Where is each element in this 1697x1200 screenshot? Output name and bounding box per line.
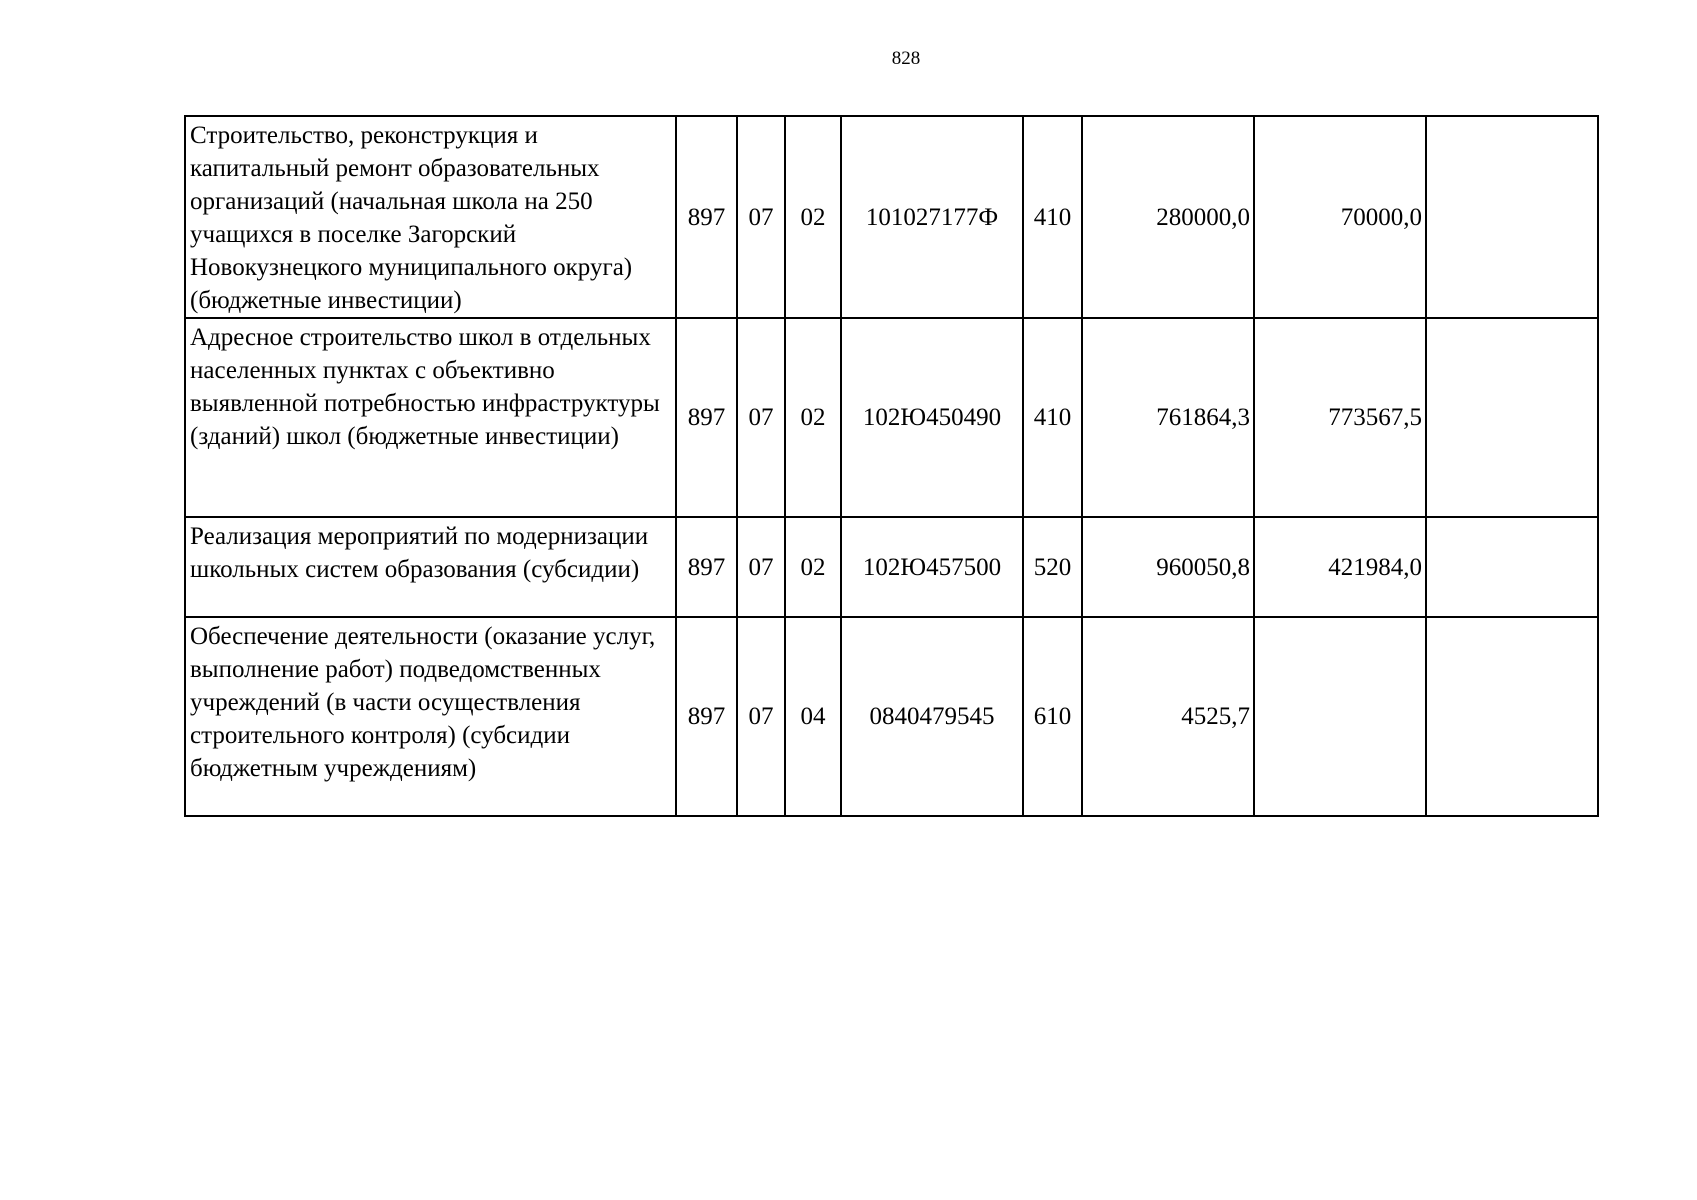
target-article-cell: 0840479545 [841, 617, 1023, 816]
description-cell: Обеспечение деятельности (оказание услуг, выполнение работ) подведомственных учреждений (в части осуществления строительного контроля) (субсидии бюджетным учреждениям) [185, 617, 676, 816]
page-number: 828 [891, 48, 921, 69]
table-row [185, 318, 1598, 517]
ministry-code-cell: 897 [676, 617, 737, 816]
table-row [185, 517, 1598, 617]
amount-3-cell [1426, 318, 1598, 517]
ministry-code-cell: 897 [676, 517, 737, 617]
description-cell: Реализация мероприятий по модернизации школьных систем образования (субсидии) [185, 517, 676, 617]
table-row [185, 116, 1598, 318]
amount-3-cell [1426, 517, 1598, 617]
expense-type-cell: 520 [1023, 517, 1082, 617]
section-code-cell: 07 [737, 617, 785, 816]
expense-type-cell: 610 [1023, 617, 1082, 816]
section-code-cell: 07 [737, 116, 785, 318]
description-cell: Строительство, реконструкция и капитальный ремонт образовательных организаций (начальная школа на 250 учащихся в поселке Загорский Новокузнецкого муниципального округа) (бюджетные инвестиции) [185, 116, 676, 318]
amount-2-cell: 421984,0 [1254, 517, 1426, 617]
target-article-cell: 102Ю457500 [841, 517, 1023, 617]
amount-1-cell: 960050,8 [1082, 517, 1254, 617]
budget-table [184, 115, 1599, 817]
amount-1-cell: 761864,3 [1082, 318, 1254, 517]
description-cell: Адресное строительство школ в отдельных населенных пунктах с объективно выявленной потребностью инфраструктуры (зданий) школ (бюджетные инвестиции) [185, 318, 676, 517]
table-row [185, 617, 1598, 816]
amount-2-cell [1254, 617, 1426, 816]
amount-2-cell: 773567,5 [1254, 318, 1426, 517]
amount-1-cell: 280000,0 [1082, 116, 1254, 318]
ministry-code-cell: 897 [676, 116, 737, 318]
section-code-cell: 07 [737, 517, 785, 617]
target-article-cell: 101027177Ф [841, 116, 1023, 318]
amount-2-cell: 70000,0 [1254, 116, 1426, 318]
amount-3-cell [1426, 116, 1598, 318]
expense-type-cell: 410 [1023, 318, 1082, 517]
ministry-code-cell: 897 [676, 318, 737, 517]
subsection-code-cell: 04 [785, 617, 841, 816]
expense-type-cell: 410 [1023, 116, 1082, 318]
subsection-code-cell: 02 [785, 517, 841, 617]
amount-1-cell: 4525,7 [1082, 617, 1254, 816]
subsection-code-cell: 02 [785, 318, 841, 517]
target-article-cell: 102Ю450490 [841, 318, 1023, 517]
subsection-code-cell: 02 [785, 116, 841, 318]
amount-3-cell [1426, 617, 1598, 816]
section-code-cell: 07 [737, 318, 785, 517]
